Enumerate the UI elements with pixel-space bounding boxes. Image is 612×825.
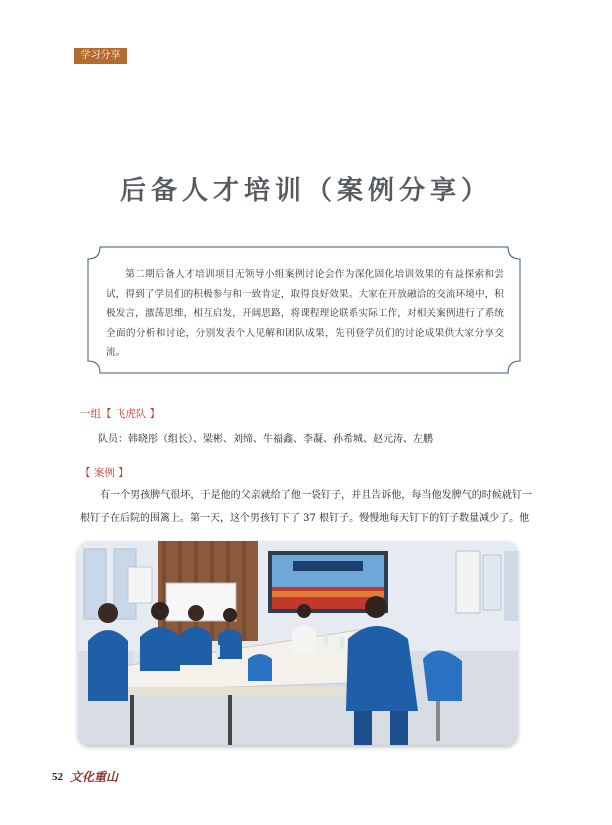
group-title: 一组【 飞虎队 】 xyxy=(80,408,161,420)
meeting-photo xyxy=(78,541,518,745)
case-title: 【 案例 】 xyxy=(80,467,129,479)
page-number: 52 xyxy=(52,771,63,783)
section-tag: 学习分享 xyxy=(74,48,127,64)
intro-box xyxy=(86,245,522,375)
case-text: 有一个男孩脾气很坏，于是他的父亲就给了他一袋钉子，并且告诉他，每当他发脾气的时候就钉一根钉子在后院的围篱上。第一天，这个男孩钉下了 37 根钉子。慢慢地每天钉下的钉子数量减少了。他 xyxy=(80,490,532,524)
intro-text: 第二期后备人才培训项目无领导小组案例讨论会作为深化固化培训效果的有益探索和尝试，得到了学员们的积极参与和一致肯定，取得良好效果。大家在开放融洽的交流环境中，积极发言，激荡思维，相互启发，开阔思路，将课程理论联系实际工作，对相关案例进行了系统全面的分析和讨论，分别发表个人见解和团队成果，先刊登学员们的讨论成果供大家分享交流。 xyxy=(106,269,504,358)
group-members: 队员：韩晓彤（组长）、梁彬、刘缔、牛福鑫、李凝、孙希城、赵元涛、左鹏 xyxy=(98,434,433,445)
magazine-logo: 文化重山 xyxy=(70,770,119,784)
page-title: 后备人才培训（案例分享） xyxy=(119,176,492,206)
meeting-photo-illustration xyxy=(78,541,518,745)
